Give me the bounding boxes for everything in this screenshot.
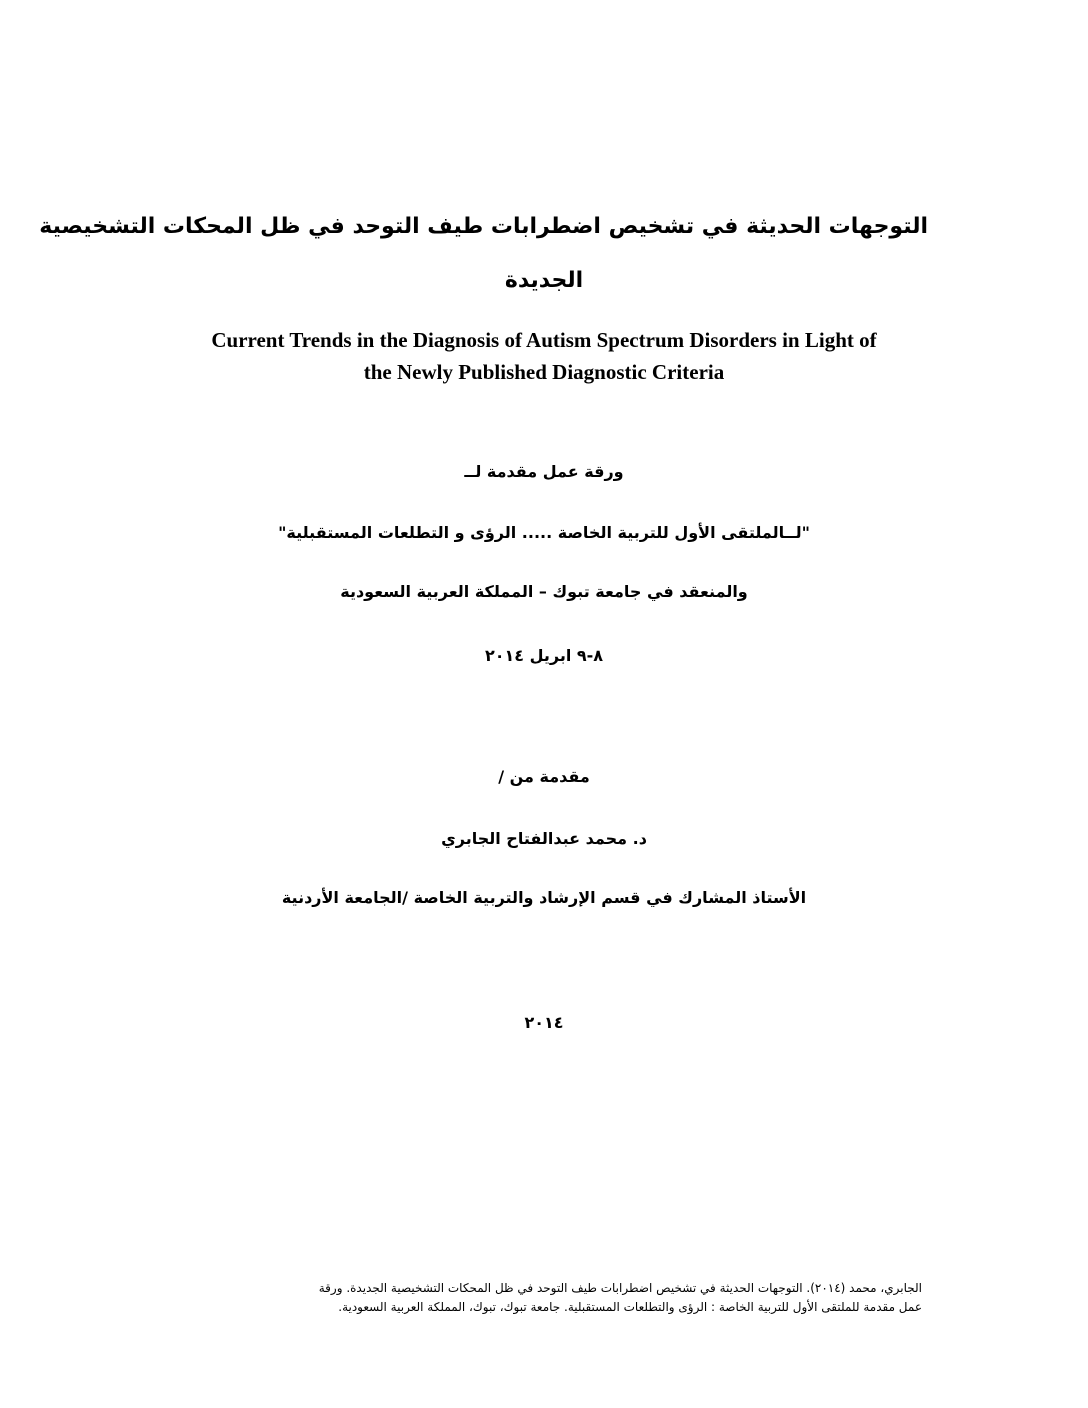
citation-line-1: الجابري، محمد (٢٠١٤). التوجهات الحديثة في تشخيص اضطرابات طيف التوحد في ظل المحكات التشخيصية الجديدة. ورقة [318, 1281, 922, 1295]
forum-name: "لــالملتقى الأول للتربية الخاصة ..... الرؤى و التطلعات المستقبلية" [278, 523, 810, 542]
english-title-line-2: the Newly Published Diagnostic Criteria [363, 360, 725, 384]
citation-block [180, 1279, 922, 1317]
forum-date: ٨-٩ ابريل ٢٠١٤ [484, 646, 604, 665]
publication-year: ٢٠١٤ [524, 1013, 564, 1032]
arabic-title-line-1: التوجهات الحديثة في تشخيص اضطرابات طيف التوحد في ظل المحكات التشخيصية [39, 214, 928, 239]
author-name: د. محمد عبدالفتاح الجابري [441, 829, 647, 848]
author-position: الأستاذ المشارك في قسم الإرشاد والتربية الخاصة /الجامعة الأردنية [281, 888, 807, 907]
english-title-line-1: Current Trends in the Diagnosis of Autism Spectrum Disorders in Light of [211, 328, 877, 352]
citation-line-2: عمل مقدمة للملتقى الأول للتربية الخاصة : الرؤى والتطلعات المستقبلية. جامعة تبوك، تبوك، المملكة العربية السعودية. [338, 1300, 922, 1314]
work-paper-label: ورقة عمل مقدمة لــ [464, 462, 624, 481]
forum-venue: والمنعقد في جامعة تبوك – المملكة العربية السعودية [340, 582, 748, 601]
arabic-title-line-2: الجديدة [504, 268, 584, 293]
presented-by-label: مقدمة من / [498, 767, 590, 786]
english-title [150, 324, 938, 388]
